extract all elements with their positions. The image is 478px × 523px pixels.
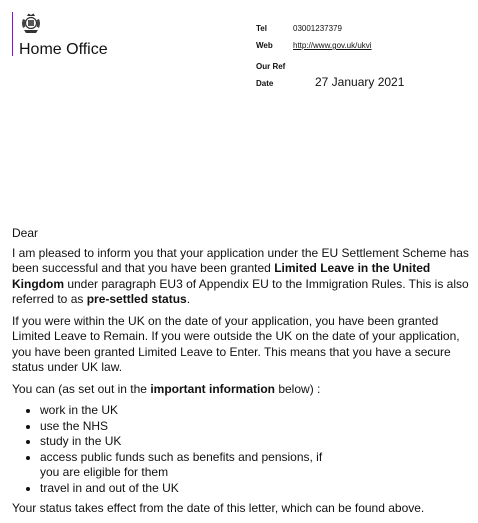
date-label: Date: [256, 79, 274, 88]
pre-settled-status-emphasis: pre-settled status: [86, 292, 187, 306]
date-value: 27 January 2021: [315, 75, 405, 89]
royal-crest-icon: [20, 12, 42, 36]
web-label: Web: [256, 41, 273, 50]
telephone-value: 03001237379: [293, 24, 342, 33]
list-item: • work in the UK: [40, 403, 478, 419]
list-item: • travel in and out of the UK: [40, 481, 478, 497]
paragraph-leave-type: If you were within the UK on the date of your application, you have been granted Limited Leave to Remain. If you were outside the UK on the date of your application, you have been granted Limited Leave to Enter. This means that you have a secure status under UK law.: [12, 313, 460, 374]
web-link[interactable]: http://www.gov.uk/ukvi: [293, 41, 372, 50]
important-information-emphasis: important information: [150, 381, 275, 396]
limited-leave-emphasis: Limited Leave in the United Kingdom: [12, 261, 431, 291]
rights-list: [12, 403, 478, 496]
logo-accent-bar: [12, 12, 13, 56]
paragraph-you-can-text-2: below) :: [275, 381, 321, 396]
paragraph-granted: [12, 246, 478, 308]
telephone-label: Tel: [256, 24, 267, 33]
paragraph-you-can: [12, 382, 478, 398]
letter-body: [12, 226, 478, 523]
list-item: • access public funds such as benefits and pensions, if you are eligible for them: [40, 450, 325, 481]
paragraph-granted-text-2: under paragraph EU3 of Appendix EU to the Immigration Rules. This is also referred to as: [12, 276, 469, 306]
paragraph-granted-text-3: .: [186, 292, 191, 306]
list-item: • use the NHS: [40, 419, 478, 435]
paragraph-granted-text-1: I am pleased to inform you that your application under the EU Settlement Scheme has been successful and that you have been granted: [12, 245, 469, 275]
greeting: Dear: [12, 226, 39, 240]
list-item: • study in the UK: [40, 434, 478, 450]
paragraph-effective-date: Your status takes effect from the date of this letter, which can be found above.: [12, 501, 425, 515]
our-ref-label: Our Ref: [256, 62, 286, 71]
organisation-name: Home Office: [19, 41, 108, 58]
paragraph-you-can-text-1: You can (as set out in the: [12, 381, 151, 396]
